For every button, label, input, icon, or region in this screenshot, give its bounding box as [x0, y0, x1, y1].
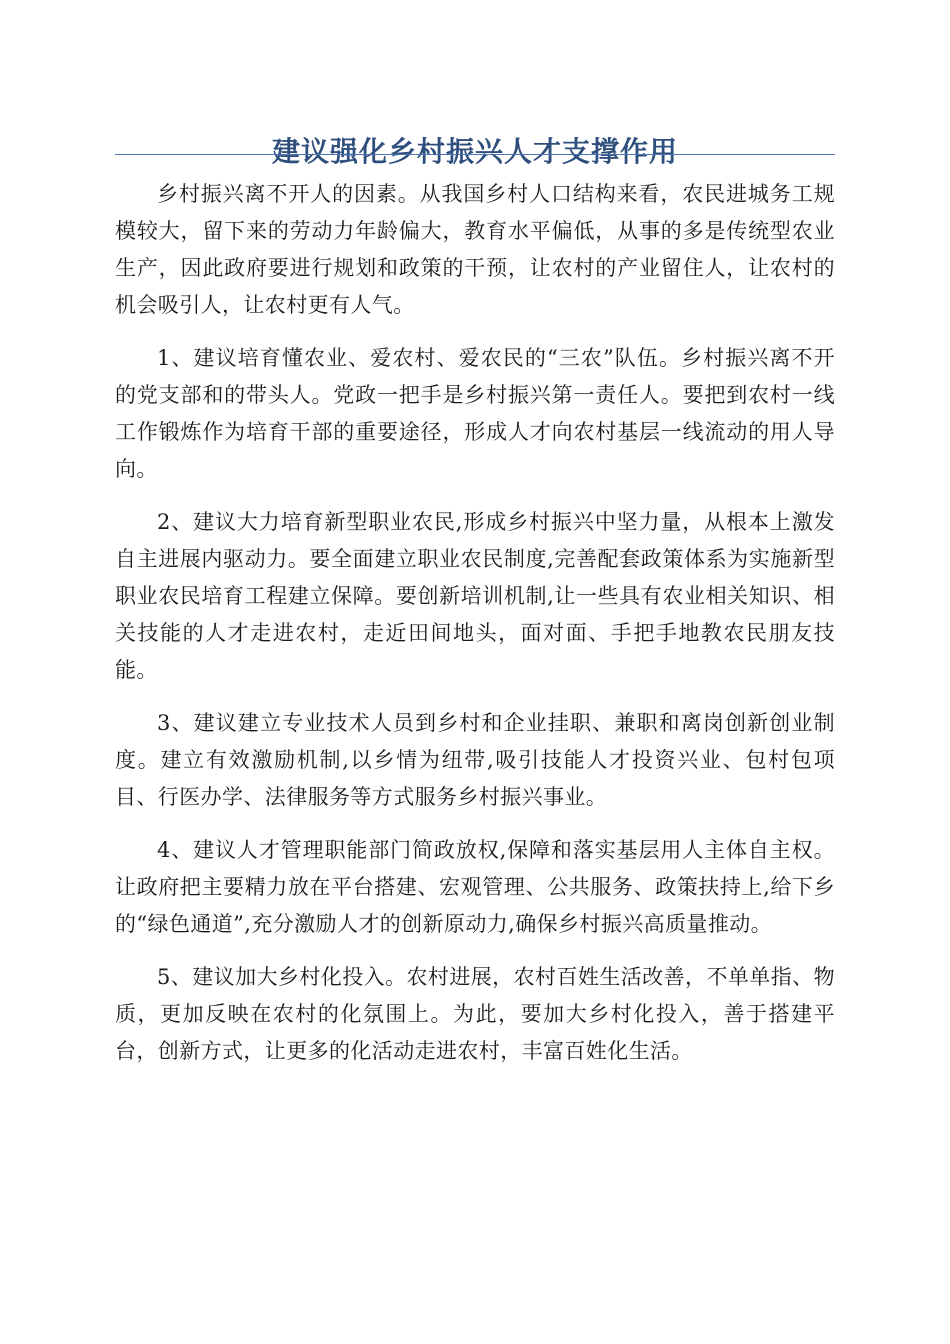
document-body — [115, 172, 835, 1086]
suggestion-4-paragraph: 4、建议人才管理职能部门简政放权,保障和落实基层用人主体自主权。让政府把主要精力放在平台搭建、宏观管理、公共服务、政策扶持上,给下乡的“绿色通道”,充分激励人才的创新原动力,确保乡村振兴高质量推动。 — [115, 838, 835, 936]
suggestion-3-paragraph: 3、建议建立专业技术人员到乡村和企业挂职、兼职和离岗创新创业制度。建立有效激励机制,以乡情为纽带,吸引技能人才投资兴业、包村包项目、行医办学、法律服务等方式服务乡村振兴事业。 — [115, 711, 835, 809]
suggestion-1-paragraph: 1、建议培育懂农业、爱农村、爱农民的“三农”队伍。乡村振兴离不开的党支部和的带头人。党政一把手是乡村振兴第一责任人。要把到农村一线工作锻炼作为培育干部的重要途径，形成人才向农村基层一线流动的用人导向。 — [115, 346, 835, 481]
document-title: 建议强化乡村振兴人才支撑作用 — [271, 134, 678, 168]
suggestion-5-paragraph: 5、建议加大乡村化投入。农村进展，农村百姓生活改善，不单单指、物质，更加反映在农村的化氛围上。为此，要加大乡村化投入，善于搭建平台，创新方式，让更多的化活动走进农村，丰富百姓化生活。 — [115, 965, 835, 1063]
title-underline-divider — [115, 154, 835, 155]
intro-paragraph: 乡村振兴离不开人的因素。从我国乡村人口结构来看，农民进城务工规模较大，留下来的劳动力年龄偏大，教育水平偏低，从事的多是传统型农业生产，因此政府要进行规划和政策的干预，让农村的产业留住人，让农村的机会吸引人，让农村更有人气。 — [115, 182, 835, 317]
suggestion-2-paragraph: 2、建议大力培育新型职业农民,形成乡村振兴中坚力量，从根本上激发自主进展内驱动力。要全面建立职业农民制度,完善配套政策体系为实施新型职业农民培育工程建立保障。要创新培训机制,让一些具有农业相关知识、相关技能的人才走进农村，走近田间地头，面对面、手把手地教农民朋友技能。 — [115, 510, 835, 682]
